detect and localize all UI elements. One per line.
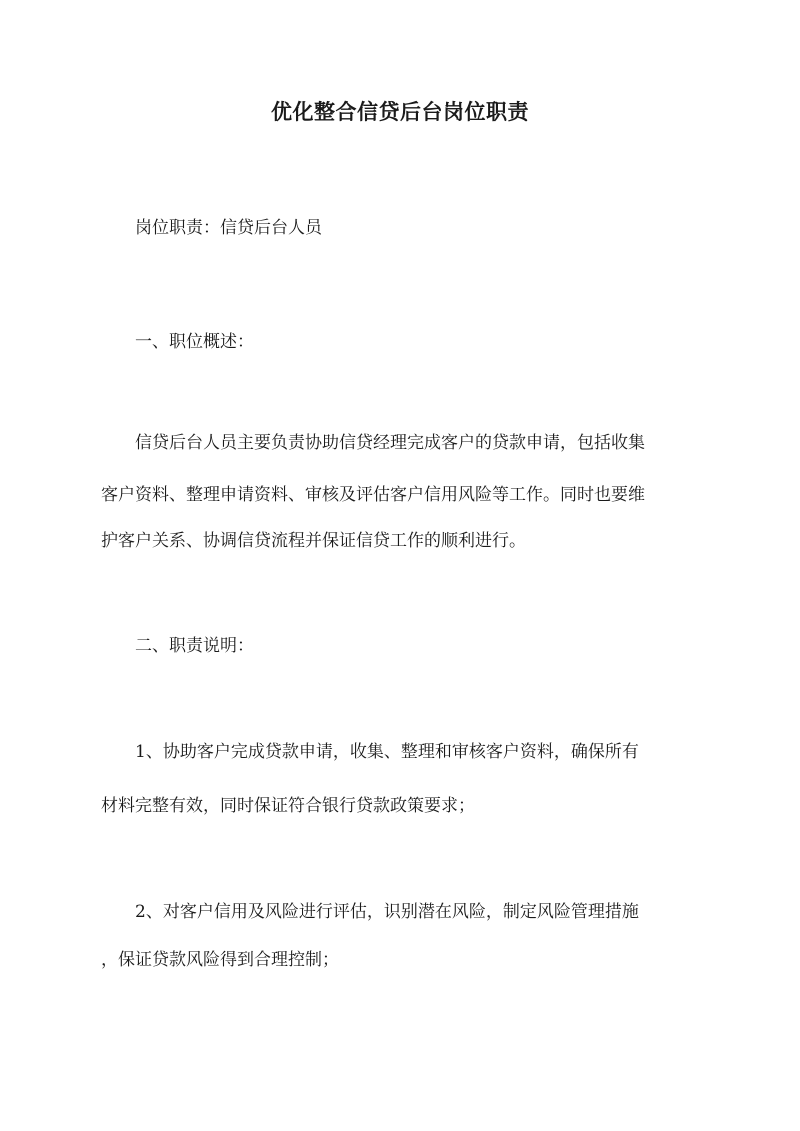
paragraph-line: 信贷后台人员主要负责协助信贷经理完成客户的贷款申请，包括收集 <box>135 433 645 453</box>
paragraph-line: 护客户关系、协调信贷流程并保证信贷工作的顺利进行。 <box>101 531 526 551</box>
section-heading-duties: 二、职责说明： <box>135 636 254 656</box>
duty-item-line: ，保证贷款风险得到合理控制； <box>101 950 339 970</box>
duty-item-line: 材料完整有效，同时保证符合银行贷款政策要求； <box>101 796 475 816</box>
duty-item-line: 2、对客户信用及风险进行评估，识别潜在风险，制定风险管理措施 <box>135 902 639 922</box>
document-title: 优化整合信贷后台岗位职责 <box>271 100 529 124</box>
paragraph-line: 客户资料、整理申请资料、审核及评估客户信用风险等工作。同时也要维 <box>101 485 645 505</box>
section-heading-overview: 一、职位概述： <box>135 332 254 352</box>
role-line: 岗位职责：信贷后台人员 <box>135 218 322 238</box>
duty-item-line: 1、协助客户完成贷款申请，收集、整理和审核客户资料，确保所有 <box>135 742 639 762</box>
